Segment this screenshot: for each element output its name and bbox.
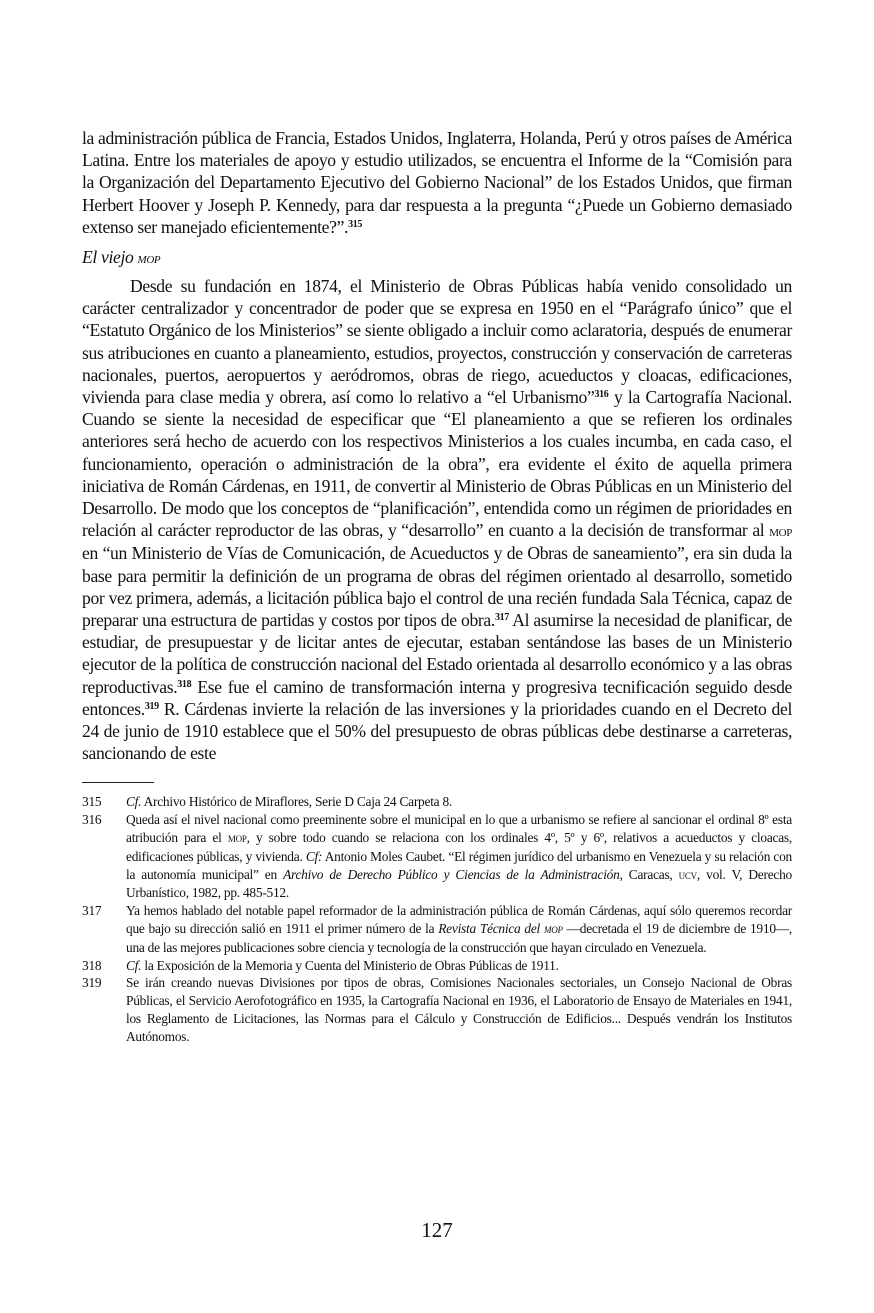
footnote-text [126,957,792,975]
footnote-ref-319[interactable]: 319 [144,700,159,712]
footnote-number: 317 [82,903,102,919]
paragraph-segment: R. Cárdenas invierte la relación de las inversiones y la prioridades cuando en el Decreto del 24 de junio de 1910 establece que el 50% del presupuesto de obras públicas debe destinarse a carreteras, sancionando de este [82,698,792,764]
footnote-317 [82,902,792,956]
journal-title: Archivo de Derecho Público y Ciencias de la Administración [283,866,620,882]
footnote-text [126,902,792,956]
footnote-segment: , y sobre todo cuando se relaciona con los ordinales 4º, 5º y 6º, relativos a acueductos y cloacas, edificaciones públicas, y vivienda. [126,830,792,864]
footnote-segment: Archivo Histórico de Miraflores, Serie D Caja 24 Carpeta 8. [141,794,452,810]
footnote-number: 316 [82,812,102,828]
footnote-segment: Queda así el nivel nacional como preeminente sobre el municipal en lo que a urbanismo se refiere al sancionar el ordinal 8º esta atribución para el [126,812,792,846]
footnote-ref-315[interactable]: 315 [348,218,363,230]
footnote-divider [82,782,154,783]
footnote-segment: Ya hemos hablado del notable papel reformador de la administración pública de Román Cárdenas, aquí sólo queremos recordar que bajo su dirección salió en 1911 el primer número de la [126,903,792,937]
paragraph-segment: y la Cartografía Nacional. Cuando se siente la necesidad de especificar que “El planeamiento a que se refieren los ordinales anteriores será hecho de acuerdo con los respectivos Ministerios a los cuales incumba, en cada caso, el funcionamiento, operación o administración de la obra”, era evidente el éxito de aquella primera iniciativa de Román Cárdenas, en 1911, de convertir al Ministerio de Obras Públicas en un Ministerio del Desarrollo. De modo que los conceptos de “planificación”, entendida como un régimen de prioridades en relación al carácter reproductor de las obras, y “desarrollo” en cuanto a la decisión de transformar al [82,387,792,541]
paragraph-segment: en “un Ministerio de Vías de Comunicación, de Acueductos y de Obras de saneamiento”, era sin duda la base para permitir la definición de un programa de obras del régimen orientado al desarrollo, sometido por vez primera, además, a licitación pública bajo el control de una recién fundada Sala Técnica, capaz de preparar una estructura de partidas y costos por tipos de obra. [82,543,792,631]
paragraph-segment: Desde su fundación en 1874, el Ministerio de Obras Públicas había venido consolidado un carácter centralizador y concentrador de poder que se expresa en 1950 en el “Parágrafo único” que el “Estatuto Orgánico de los Ministerios” se siente obligado a incluir como aclaratoria, después de enumerar sus atribuciones en cuanto a planeamiento, estudios, proyectos, construcción y conservación de carreteras nacionales, puertos, aeropuertos y aeródromos, obras de riego, acueductos y cloacas, edificaciones, vivienda para clase media y obrera, así como lo relativo a “el Urbanismo” [82,276,792,408]
body-text [82,127,792,764]
footnote-segment: Antonio Moles Caubet. “El régimen jurídico del urbanismo en Venezuela y su relación con la autonomía municipal” en [126,848,792,882]
section-heading-text: El viejo [82,247,134,268]
paragraph-main [82,275,792,764]
footnote-number: 319 [82,975,102,991]
footnote-318 [82,957,792,975]
footnote-segment: , Caracas, [619,866,679,882]
footnote-ref-316[interactable]: 316 [594,389,609,401]
paragraph-text: la administración pública de Francia, Estados Unidos, Inglaterra, Holanda, Perú y otros países de América Latina. Entre los materiales de apoyo y estudio utilizados, se encuentra el Informe de la “Comisión para la Organización del Departamento Ejecutivo del Gobierno Nacional” de los Estados Unidos, que firman Herbert Hoover y Joseph P. Kennedy, para dar respuesta a la pregunta “¿Puede un Gobierno demasiado extenso ser manejado eficientemente?”. [82,128,792,237]
footnotes [82,793,792,1045]
page-number: 127 [421,1218,453,1242]
footnote-number: 318 [82,957,102,973]
footnote-ref-317[interactable]: 317 [494,612,509,624]
section-heading [82,246,792,269]
footnote-316 [82,811,792,902]
paragraph-segment: Al asumirse la necesidad de planificar, de estudiar, de presupuestar y de licitar antes de ejecutar, estaban sentándose las bases de un Ministerio ejecutor de la política de construcción nacional del Estado orientada al desarrollo económico y a las obras reproductivas. [82,610,792,697]
footnote-segment: , vol. V, Derecho Urbanístico, 1982, pp. 485-512. [126,866,792,901]
paragraph-continuation [82,127,792,238]
journal-title: Revista Técnica del [438,921,541,937]
footnote-ref-318[interactable]: 318 [177,678,192,690]
footnote-319 [82,974,792,1045]
cf-abbrev: Cf. [126,957,142,973]
footnote-segment: —decretada el 19 de diciembre de 1910—, una de las mejores publicaciones sobre ciencia y tecnología de la construcción que hayan circulado en Venezuela. [126,921,792,955]
section-heading-acronym: mop [137,249,161,268]
footnote-text [126,811,792,902]
page-content [82,127,792,1046]
paragraph-segment: Ese fue el camino de transformación interna y progresiva tecnificación seguido desde entonces. [82,676,792,719]
footnote-315 [82,793,792,811]
acronym-mop: mop [769,522,792,541]
acronym-ucv: ucv [678,867,697,882]
acronym-mop: mop [543,922,563,937]
cf-abbrev: Cf: [305,848,323,864]
footnote-text [126,793,792,811]
footnote-segment: la Exposición de la Memoria y Cuenta del Ministerio de Obras Públicas de 1911. [141,957,559,973]
cf-abbrev: Cf. [126,794,142,810]
acronym-mop: mop [227,831,247,846]
footnote-number: 315 [82,794,102,810]
footnote-text: Se irán creando nuevas Divisiones por tipos de obras, Comisiones Nacionales sectoriales, un Consejo Nacional de Obras Públicas, el Servicio Aerofotográfico en 1935, la Cartografía Nacional en 1936, el Laboratorio de Ensayo de Materiales en 1941, los Reglamento de Licitaciones, las Normas para el Cálculo y Construcción de Edificios... Después vendrán los Institutos Autónomos. [126,975,792,1044]
